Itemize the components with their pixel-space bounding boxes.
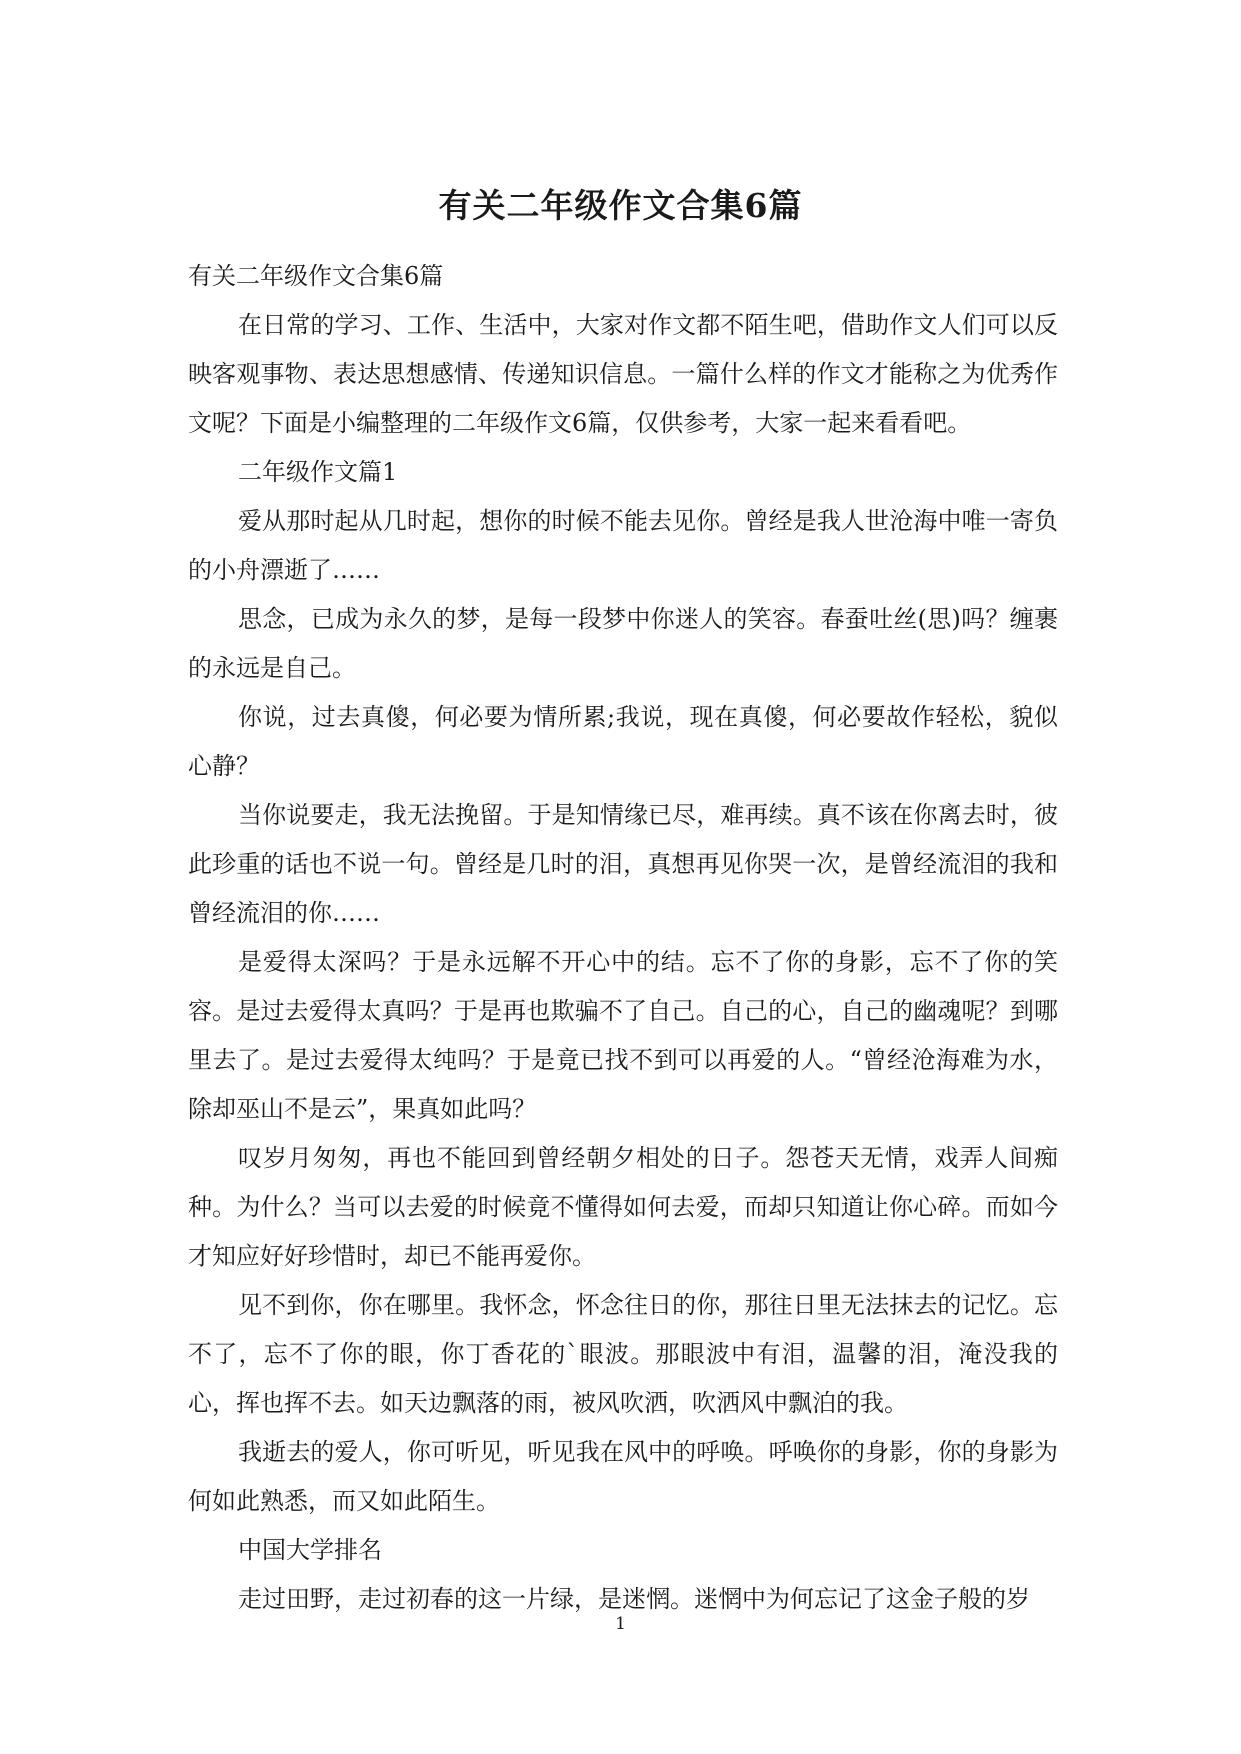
paragraph: 叹岁月匆匆，再也不能回到曾经朝夕相处的日子。怨苍天无情，戏弄人间痴种。为什么？当可以去爱的时候竟不懂得如何去爱，而却只知道让你心碎。而如今才知应好好珍惜时，却已不能再爱你。 [188, 1144, 1058, 1270]
document-subtitle: 有关二年级作文合集6篇 [188, 262, 444, 290]
paragraph: 走过田野，走过初春的这一片绿，是迷惘。迷惘中为何忘记了这金子般的岁 [238, 1585, 1030, 1613]
document-title: 有关二年级作文合集6篇 [438, 186, 803, 225]
document-body [188, 252, 1058, 1624]
paragraph: 当你说要走，我无法挽留。于是知情缘已尽，难再续。真不该在你离去时，彼此珍重的话也不说一句。曾经是几时的泪，真想再见你哭一次，是曾经流泪的我和曾经流泪的你…… [188, 801, 1058, 927]
paragraph: 你说，过去真傻，何必要为情所累;我说，现在真傻，何必要故作轻松，貌似心静？ [188, 703, 1058, 780]
paragraph: 见不到你，你在哪里。我怀念，怀念往日的你，那往日里无法抹去的记忆。忘不了，忘不了你的眼，你丁香花的`眼波。那眼波中有泪，温馨的泪，淹没我的心，挥也挥不去。如天边飘落的雨，被风吹洒，吹洒风中飘泊的我。 [188, 1291, 1058, 1417]
paragraph: 思念，已成为永久的梦，是每一段梦中你迷人的笑容。春蚕吐丝(思)吗？缠裹的永远是自己。 [188, 605, 1058, 682]
paragraph-intro: 在日常的学习、工作、生活中，大家对作文都不陌生吧，借助作文人们可以反映客观事物、表达思想感情、传递知识信息。一篇什么样的作文才能称之为优秀作文呢？下面是小编整理的二年级作文6篇，仅供参考，大家一起来看看吧。 [188, 311, 1058, 437]
paragraph: 是爱得太深吗？于是永远解不开心中的结。忘不了你的身影，忘不了你的笑容。是过去爱得太真吗？于是再也欺骗不了自己。自己的心，自己的幽魂呢？到哪里去了。是过去爱得太纯吗？于是竟已找不到可以再爱的人。“曾经沧海难为水，除却巫山不是云”，果真如此吗？ [188, 948, 1058, 1123]
inline-heading: 中国大学排名 [238, 1536, 382, 1564]
paragraph: 我逝去的爱人，你可听见，听见我在风中的呼唤。呼唤你的身影，你的身影为何如此熟悉，而又如此陌生。 [188, 1438, 1058, 1515]
section-heading: 二年级作文篇1 [238, 458, 398, 486]
page-number: 1 [615, 1614, 626, 1634]
paragraph: 爱从那时起从几时起，想你的时候不能去见你。曾经是我人世沧海中唯一寄负的小舟漂逝了…… [188, 507, 1058, 584]
